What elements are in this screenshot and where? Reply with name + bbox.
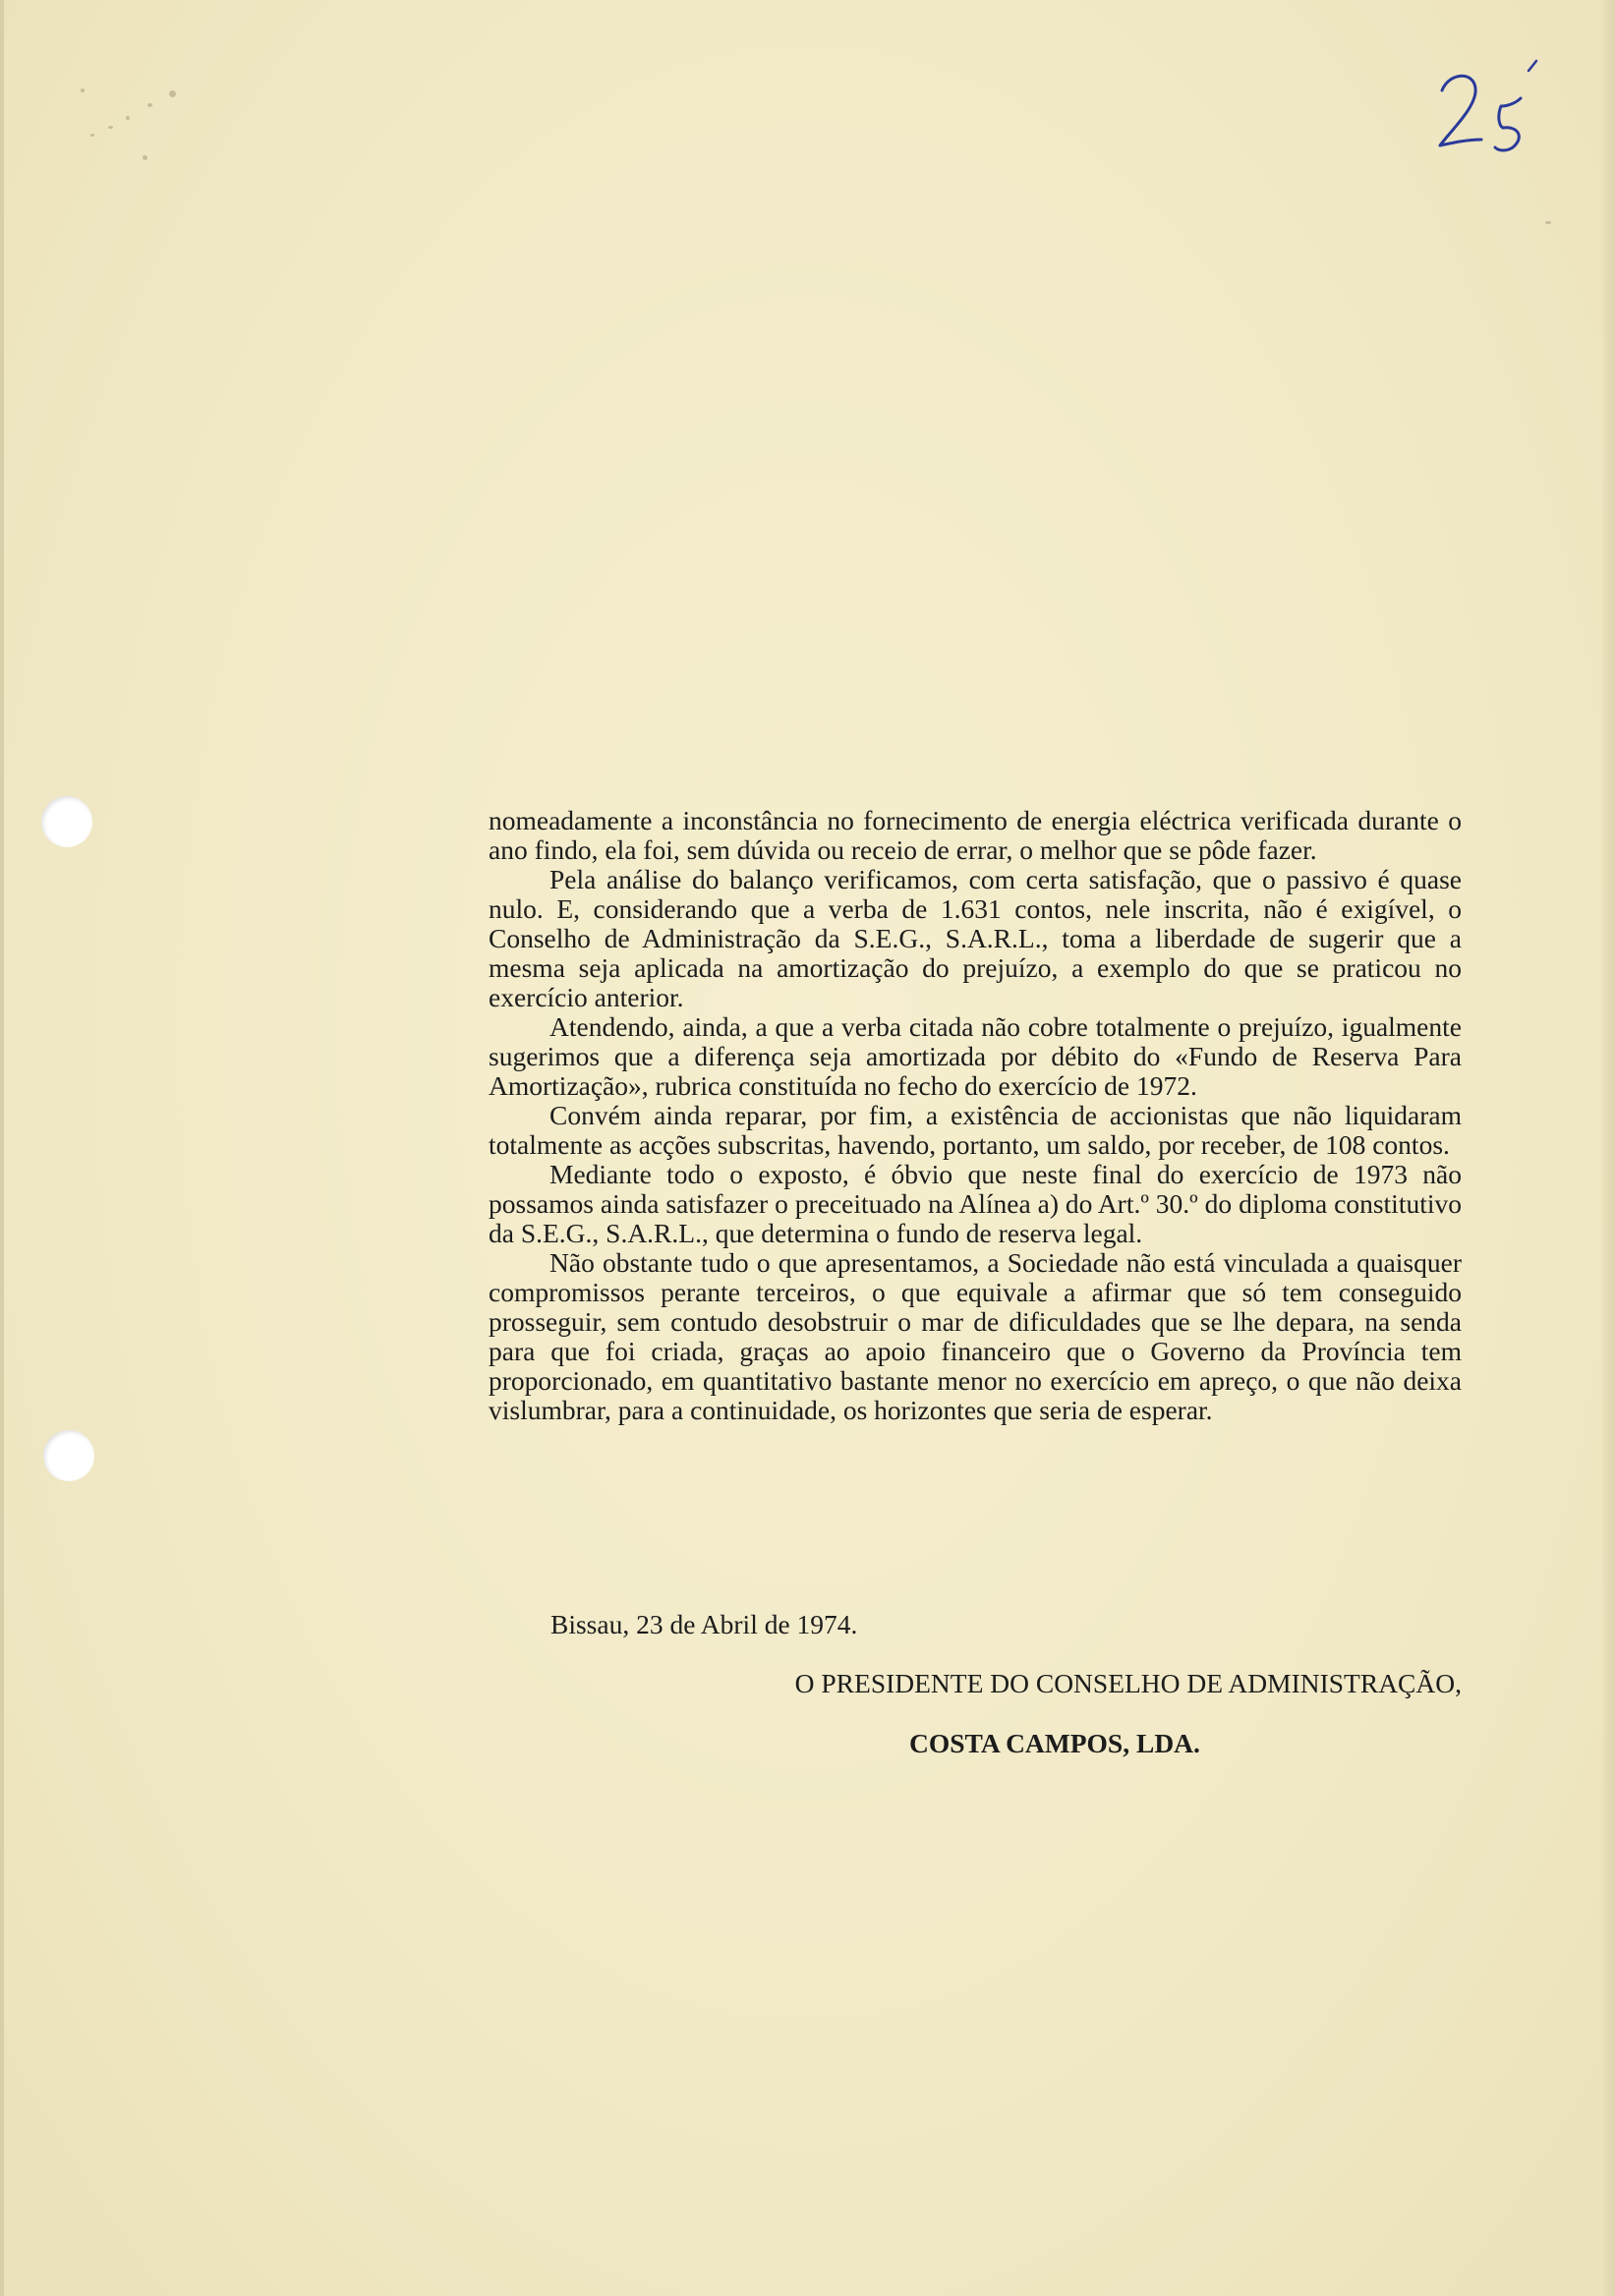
body-text bbox=[489, 806, 1462, 1425]
paper-speck bbox=[147, 103, 152, 107]
paragraph: Mediante todo o exposto, é óbvio que neste final do exercício de 1973 não possamos ainda satisfazer o preceituado na Alínea a) do Art.º 30.º do diploma constitutivo da S.E.G., S.A.R.L., que determina o fundo de reserva legal. bbox=[489, 1159, 1462, 1248]
paper-speck bbox=[1545, 221, 1551, 224]
paper-speck bbox=[169, 90, 176, 97]
signature-name: COSTA CAMPOS, LDA. bbox=[909, 1728, 1200, 1758]
paragraph: Pela análise do balanço verificamos, com certa satisfação, que o passivo é quase nulo. E, considerando que a verba de 1.631 contos, nele inscrita, não é exigível, o Conselho de Administração da S.E.G., S.A.R.L., toma a liberdade de sugerir que a mesma seja aplicada na amortização do prejuízo, a exemplo do que se praticou no exercício anterior. bbox=[489, 864, 1462, 1012]
handwritten-page-number bbox=[1430, 49, 1548, 157]
page-right-edge bbox=[1601, 0, 1615, 2296]
paper-speck bbox=[126, 116, 130, 120]
paragraph: Atendendo, ainda, a que a verba citada não cobre totalmente o prejuízo, igualmente sugerimos que a diferença seja amortizada por débito do «Fundo de Reserva Para Amortização», rubrica constituída no fecho do exercício de 1972. bbox=[489, 1011, 1462, 1101]
paper-speck bbox=[143, 155, 147, 160]
dateline: Bissau, 23 de Abril de 1974. bbox=[550, 1609, 858, 1639]
paper-speck bbox=[81, 88, 85, 92]
page-left-edge bbox=[0, 0, 4, 2296]
paragraph: Convém ainda reparar, por fim, a existência de accionistas que não liquidaram totalmente as acções subscritas, havendo, portanto, um saldo, por receber, de 108 contos. bbox=[489, 1100, 1462, 1160]
signature-title: O PRESIDENTE DO CONSELHO DE ADMINISTRAÇÃO, bbox=[794, 1668, 1462, 1698]
paragraph: nomeadamente a inconstância no fornecimento de energia eléctrica verificada durante o ano findo, ela foi, sem dúvida ou receio de errar, o melhor que se pôde fazer. bbox=[489, 805, 1462, 865]
paper-speck bbox=[108, 126, 113, 129]
punch-hole-top bbox=[41, 796, 92, 847]
paper-speck bbox=[90, 134, 94, 137]
punch-hole-bottom bbox=[43, 1430, 94, 1481]
paragraph: Não obstante tudo o que apresentamos, a Sociedade não está vinculada a quaisquer compromissos perante terceiros, o que equivale a afirmar que só tem conseguido prosseguir, sem contudo desobstruir o mar de dificuldades que se lhe depara, na senda para que foi criada, graças ao apoio financeiro que o Governo da Província tem proporcionado, em quantitativo bastante menor no exercício em apreço, o que não deixa vislumbrar, para a continuidade, os horizontes que seria de esperar. bbox=[489, 1247, 1462, 1425]
